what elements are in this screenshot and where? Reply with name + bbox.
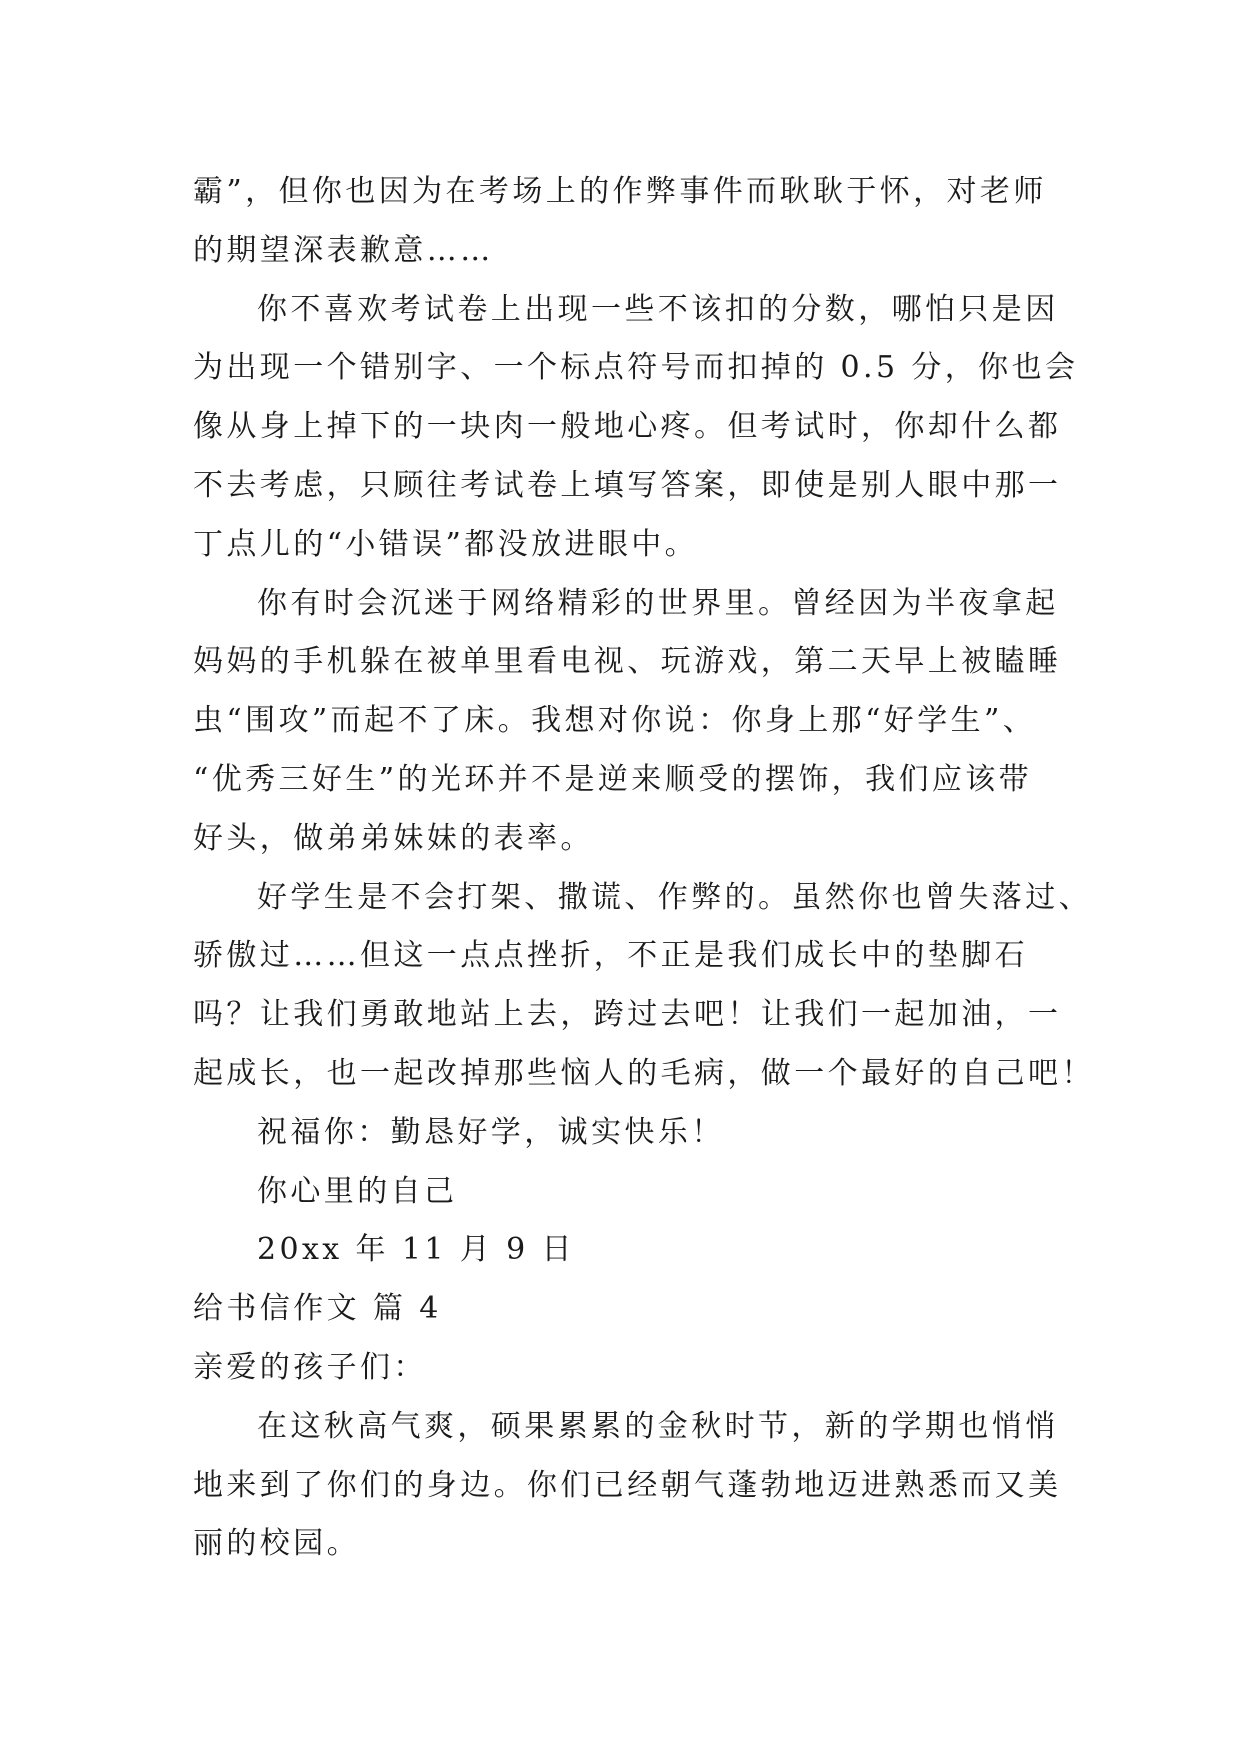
text-line: 妈妈的手机躲在被单里看电视、玩游戏，第二天早上被瞌睡	[193, 644, 1062, 680]
text-line: 为出现一个错别字、一个标点符号而扣掉的 0.5 分，你也会	[193, 350, 1079, 386]
text-line: 20xx 年 11 月 9 日	[257, 1232, 575, 1268]
text-line: 好头，做弟弟妹妹的表率。	[193, 820, 594, 856]
text-line: 丁点儿的“小错误”都没放进眼中。	[193, 526, 699, 562]
text-line: 不去考虑，只顾往考试卷上填写答案，即使是别人眼中那一	[193, 467, 1062, 503]
text-line: 丽的校园。	[193, 1526, 360, 1562]
text-line: 祝福你：勤恳好学，诚实快乐！	[257, 1114, 725, 1150]
text-line: 好学生是不会打架、撒谎、作弊的。虽然你也曾失落过、	[257, 879, 1092, 915]
text-line: 你心里的自己	[257, 1173, 458, 1209]
text-line: 你有时会沉迷于网络精彩的世界里。曾经因为半夜拿起	[257, 585, 1059, 621]
text-line: 给书信作文 篇 4	[193, 1291, 442, 1327]
text-line: 吗？让我们勇敢地站上去，跨过去吧！让我们一起加油，一	[193, 997, 1062, 1033]
text-line: 虫“围攻”而起不了床。我想对你说：你身上那“好学生”、	[193, 703, 1037, 739]
text-line: 地来到了你们的身边。你们已经朝气蓬勃地迈进熟悉而又美	[193, 1467, 1062, 1503]
text-line: 你不喜欢考试卷上出现一些不该扣的分数，哪怕只是因	[257, 291, 1059, 327]
text-line: 的期望深表歉意……	[193, 232, 494, 268]
text-line: 在这秋高气爽，硕果累累的金秋时节，新的学期也悄悄	[257, 1408, 1059, 1444]
text-line: 骄傲过……但这一点点挫折，不正是我们成长中的垫脚石	[193, 938, 1028, 974]
text-line: 像从身上掉下的一块肉一般地心疼。但考试时，你却什么都	[193, 409, 1062, 445]
text-line: 亲爱的孩子们：	[193, 1349, 427, 1385]
text-line: “优秀三好生”的光环并不是逆来顺受的摆饰，我们应该带	[193, 761, 1033, 797]
text-line: 霸”，但你也因为在考场上的作弊事件而耿耿于怀，对老师	[193, 174, 1047, 209]
text-line: 起成长，也一起改掉那些恼人的毛病，做一个最好的自己吧！	[193, 1055, 1095, 1091]
letter-body	[193, 163, 1093, 1574]
